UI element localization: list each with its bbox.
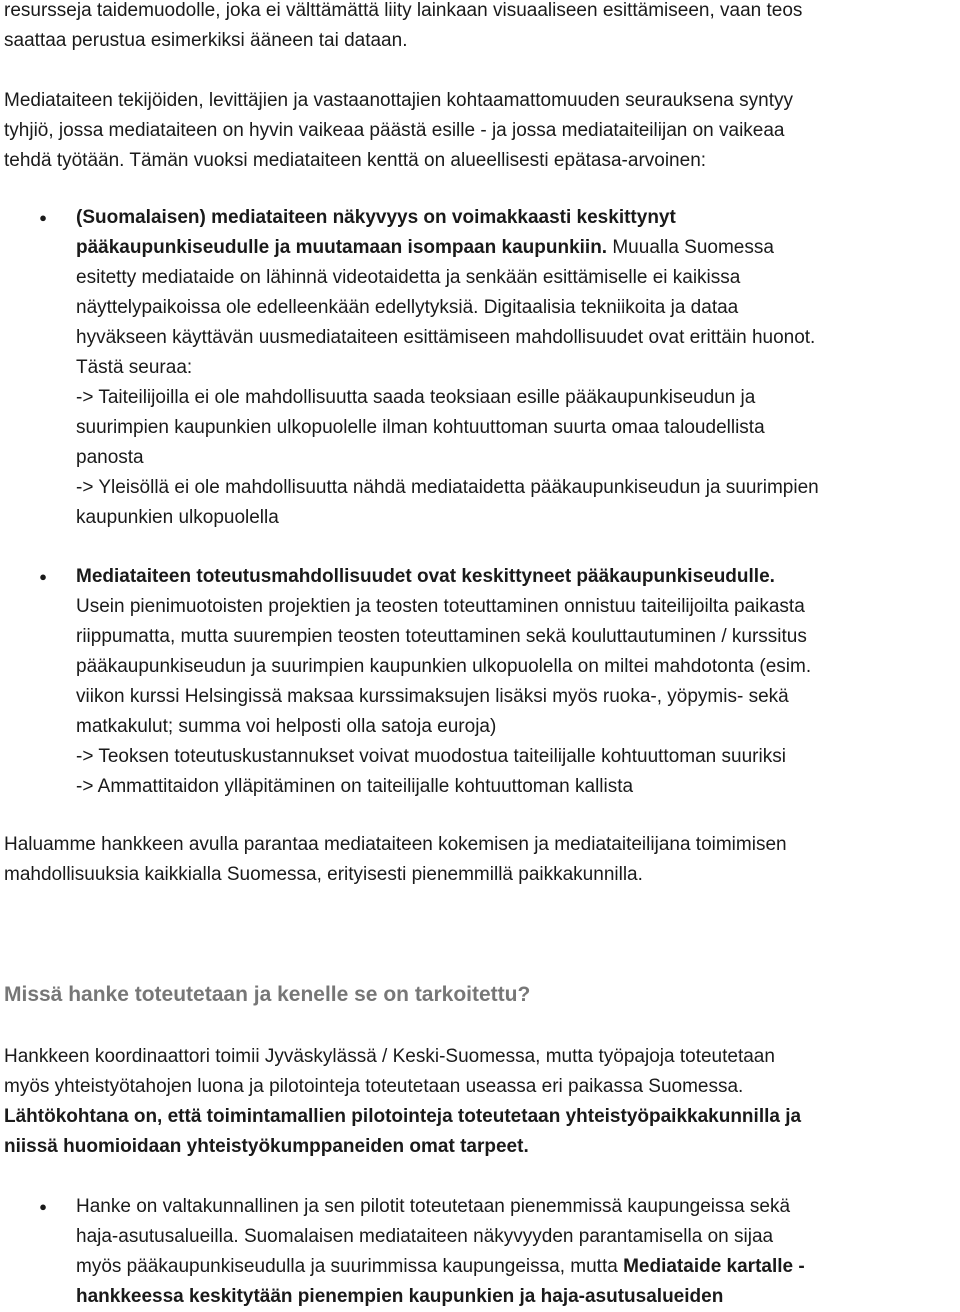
bullet-line: hyväkseen käyttävän uusmediataiteen esittämiseen mahdollisuudet ovat erittäin huonot. <box>76 327 816 348</box>
bullet-line: -> Taiteilijoilla ei ole mahdollisuutta saada teoksiaan esille pääkaupunkiseudun ja <box>76 387 756 408</box>
bullet-line: viikon kurssi Helsingissä maksaa kurssimaksujen lisäksi myös ruoka-, yöpymis- sekä <box>76 686 789 707</box>
bullet-line: riippumatta, mutta suurempien teosten toteuttaminen sekä kouluttautuminen / kurssitus <box>76 626 807 647</box>
paragraph-line: Mediataiteen tekijöiden, levittäjien ja vastaanottajien kohtaamattomuuden seurauksena syntyy <box>4 90 793 111</box>
bullet-line: kaupunkien ulkopuolella <box>76 507 279 528</box>
bullet-dot-icon: ● <box>39 569 47 584</box>
bullet-line: pääkaupunkiseudun ja suurimpien kaupunkien ulkopuolella on miltei mahdotonta (esim. <box>76 656 812 677</box>
paragraph-line: tyhjiö, jossa mediataiteen on hyvin vaikeaa päästä esille - ja jossa mediataiteilijan on vaikeaa <box>4 120 785 141</box>
bullet-line: näyttelypaikoissa ole edelleenkään edellytyksiä. Digitaalisia tekniikoita ja dataa <box>76 297 739 318</box>
paragraph-line: Haluamme hankkeen avulla parantaa mediataiteen kokemisen ja mediataiteilijana toimimisen <box>4 834 787 855</box>
bullet-line: Usein pienimuotoisten projektien ja teosten toteuttaminen onnistuu taiteilijoilta paikasta <box>76 596 805 617</box>
intro-paragraph <box>4 0 954 56</box>
paragraph-coordination <box>4 1042 954 1162</box>
bullet-line: haja-asutusalueilla. Suomalaisen mediataiteen näkyvyyden parantamisella on sijaa <box>76 1226 774 1247</box>
paragraph-line: tehdä työtään. Tämän vuoksi mediataiteen kenttä on alueellisesti epätasa-arvoinen: <box>4 150 707 171</box>
paragraph-line: Hankkeen koordinaattori toimii Jyväskylässä / Keski-Suomessa, mutta työpajoja toteutetaan <box>4 1046 775 1067</box>
section-heading: Missä hanke toteutetaan ja kenelle se on tarkoitettu? <box>4 983 531 1006</box>
bullet-line: -> Yleisöllä ei ole mahdollisuutta nähdä mediataidetta pääkaupunkiseudun ja suurimpien <box>76 477 819 498</box>
bullet-mixed-line <box>76 1252 954 1282</box>
bullet-line: Hanke on valtakunnallinen ja sen pilotit toteutetaan pienemmissä kaupungeissa sekä <box>76 1196 791 1217</box>
bullet-body <box>76 562 954 802</box>
bullet-line: Tästä seuraa: <box>76 357 193 378</box>
bullet-line: -> Ammattitaidon ylläpitäminen on taiteilijalle kohtuuttoman kallista <box>76 776 634 797</box>
bullet-line: suurimpien kaupunkien ulkopuolelle ilman kohtuuttoman suurta omaa taloudellista <box>76 417 765 438</box>
bullet-body <box>76 203 954 533</box>
bullet-bold-line: hankkeessa keskitytään pienempien kaupunkien ja haja-asutusalueiden <box>76 1286 724 1307</box>
bullet-line: -> Teoksen toteutuskustannukset voivat muodostua taiteilijalle kohtuuttoman suuriksi <box>76 746 786 767</box>
bullet-dot-icon: ● <box>39 1199 47 1214</box>
bullet-line: esitetty mediataide on lähinnä videotaidetta ja senkään esittämiselle ei kaikissa <box>76 267 741 288</box>
paragraph-bold-line: Lähtökohtana on, että toimintamallien pilotointeja toteutetaan yhteistyöpaikkakunnilla ja <box>4 1106 802 1127</box>
paragraph-goal <box>4 830 954 890</box>
bullet-text: Muualla Suomessa <box>607 237 774 258</box>
bullet-bold-line: Mediataiteen toteutusmahdollisuudet ovat keskittyneet pääkaupunkiseudulle. <box>76 566 775 587</box>
paragraph-line: mahdollisuuksia kaikkialla Suomessa, erityisesti pienemmillä paikkakunnilla. <box>4 864 643 885</box>
bullet-dot-icon: ● <box>39 210 47 225</box>
bullet-line: matkakulut; summa voi helposti olla satoja euroja) <box>76 716 497 737</box>
bullet-body <box>76 1192 954 1312</box>
bullet-bold-line: (Suomalaisen) mediataiteen näkyvyys on voimakkaasti keskittynyt <box>76 207 676 228</box>
bullet-bold-text: Mediataide kartalle - <box>623 1256 805 1277</box>
bullet-line: panosta <box>76 447 144 468</box>
bullet-text: myös pääkaupunkiseudulla ja suurimmissa kaupungeissa, mutta <box>76 1256 624 1277</box>
paragraph-bold-line: niissä huomioidaan yhteistyökumppaneiden omat tarpeet. <box>4 1136 529 1157</box>
bullet-mixed-line <box>76 233 954 263</box>
intro-line: saattaa perustua esimerkiksi ääneen tai dataan. <box>4 30 408 51</box>
paragraph-line: myös yhteistyötahojen luona ja pilotointeja toteutetaan useassa eri paikassa Suomessa. <box>4 1076 744 1097</box>
intro-line: resursseja taidemuodolle, joka ei välttämättä liity lainkaan visuaaliseen esittämiseen, vaan teos <box>4 0 803 21</box>
bullet-bold-text: pääkaupunkiseudulle ja muutamaan isompaan kaupunkiin. <box>76 237 608 258</box>
paragraph-media-gap <box>4 86 954 176</box>
